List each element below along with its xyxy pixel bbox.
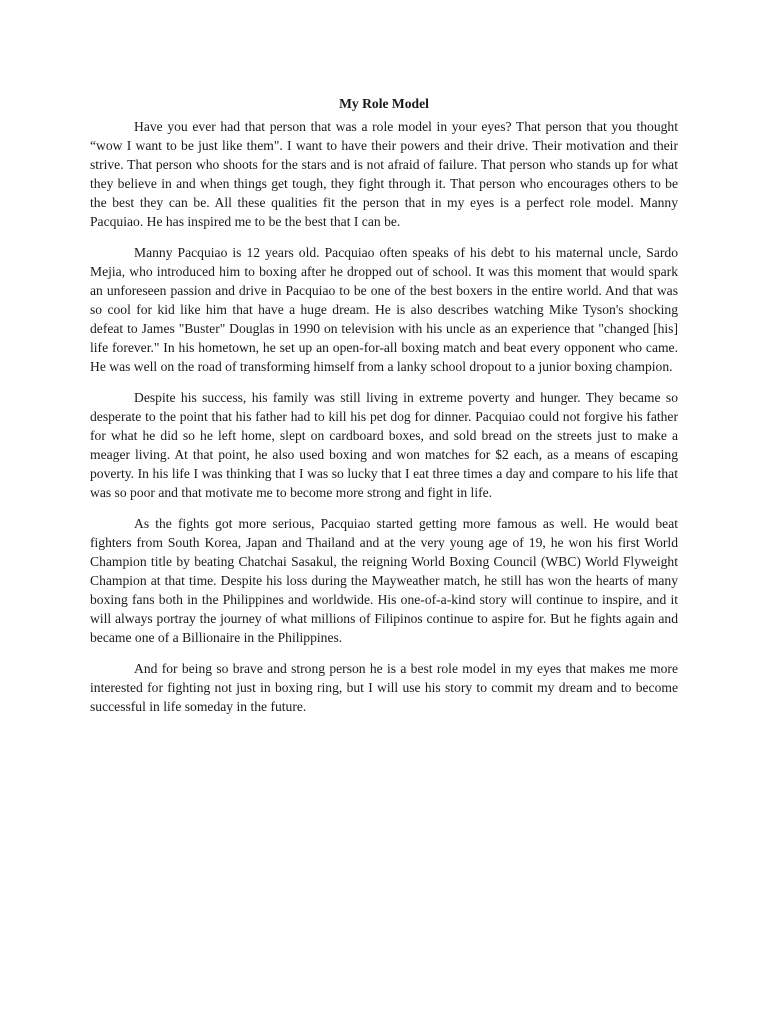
paragraph-4: As the fights got more serious, Pacquiao started getting more famous as well. He would beat fighters from South Korea, Japan and Thailand and at the very young age of 19, he won his first World Champion title by beating Chatchai Sasakul, the reigning World Boxing Council (WBC) World Flyweight Champion at that time. Despite his loss during the Mayweather match, he still has won the hearts of many boxing fans both in the Philippines and worldwide. His one-of-a-kind story will continue to inspire, and it will always portray the journey of what millions of Filipinos continue to aspire for. But he fights again and became one of a Billionaire in the Philippines. [90,516,678,645]
paragraph-1: Have you ever had that person that was a role model in your eyes? That person that you thought “wow I want to be just like them". I want to have their powers and their drive. Their motivation and their strive. That person who shoots for the stars and is not afraid of failure. That person who stands up for what they believe in and when things get tough, they fight through it. That person who encourages others to be the best they can be. All these qualities fit the person that in my eyes is a perfect role model. Manny Pacquiao. He has inspired me to be the best that I can be. [90,119,678,229]
paragraph-3: Despite his success, his family was still living in extreme poverty and hunger. They became so desperate to the point that his father had to kill his pet dog for dinner. Pacquiao could not forgive his father for what he did so he left home, slept on cardboard boxes, and sold bread on the streets just to make a meager living. At that point, he also used boxing and won matches for $2 each, as a means of escaping poverty. In his life I was thinking that I was so lucky that I eat three times a day and compare to his life that was so poor and that motivate me to become more strong and fight in life. [90,390,678,500]
paragraph-5: And for being so brave and strong person he is a best role model in my eyes that makes me more interested for fighting not just in boxing ring, but I will use his story to commit my dream and to become successful in life someday in the future. [90,661,678,714]
paragraph-2: Manny Pacquiao is 12 years old. Pacquiao often speaks of his debt to his maternal uncle, Sardo Mejia, who introduced him to boxing after he dropped out of school. It was this moment that would spark an unforeseen passion and drive in Pacquiao to be one of the best boxers in the entire world. And that was so cool for kid like him that have a huge dream. He is also describes watching Mike Tyson's shocking defeat to James "Buster" Douglas in 1990 on television with his uncle as an experience that "changed [his] life forever." In his hometown, he set up an open-for-all boxing match and beat every opponent who came. He was well on the road of transforming himself from a lanky school dropout to a junior boxing champion. [90,245,678,374]
document-title: My Role Model [339,96,429,111]
document-page [90,94,678,728]
